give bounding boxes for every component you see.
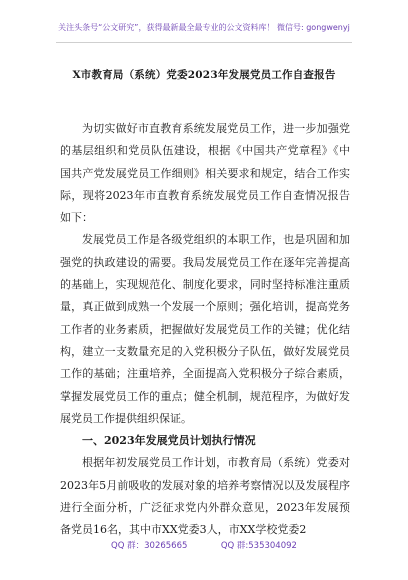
intro-paragraph: 为切实做好市直教育系统发展党员工作，进一步加强党的基层组织和党员队伍建设，根据《中国共产党章程》《中国共产党发展党员工作细则》相关要求和规定，结合工作实际，现将2023年市直教育系统发展党员工作自查情况报告如下： — [60, 122, 350, 225]
document-title: X市教育局（系统）党委2023年发展党员工作自查报告 — [72, 69, 336, 81]
header-divider — [56, 42, 352, 43]
footer-contact — [0, 539, 408, 551]
document-body — [60, 118, 350, 542]
header-promo-note: 关注头条号“公文研究”，获得最新最全最专业的公文资料库！ 微信号: gongwenyj — [58, 23, 350, 32]
body-paragraph-2: 发展党员工作是各级党组织的本职工作，也是巩固和加强党的执政建设的需要。我局发展党员工作在逐年完善提高的基础上，实现规范化、制度化要求，同时坚持标准注重质量，真正做到成熟一个发展一个原则；强化培训，提高党务工作者的业务素质，把握做好发展党员工作的关键；优化结构，建立一支数量充足的入党积极分子队伍，做好发展党员工作的基础；注重培养，全面提高入党积极分子综合素质，掌握发展党员工作的重点；健全机制，规范程序，为做好发展党员工作提供组织保证。 — [60, 233, 350, 425]
footer-qq-group-2: QQ 群:535304092 — [220, 541, 297, 551]
body-paragraph-3: 根据年初发展党员工作计划，市教育局（系统）党委对2023年5月前吸收的发展对象的培养考察情况以及发展程序进行全面分析，广泛征求党内外群众意见，2023年发展预备党员16名，其中市XX党委3人，市XX学校党委2 — [60, 456, 350, 537]
footer-qq-group-1: QQ 群：30265665 — [111, 541, 188, 551]
section-heading-1: 一、2023年发展党员计划执行情况 — [82, 434, 256, 448]
